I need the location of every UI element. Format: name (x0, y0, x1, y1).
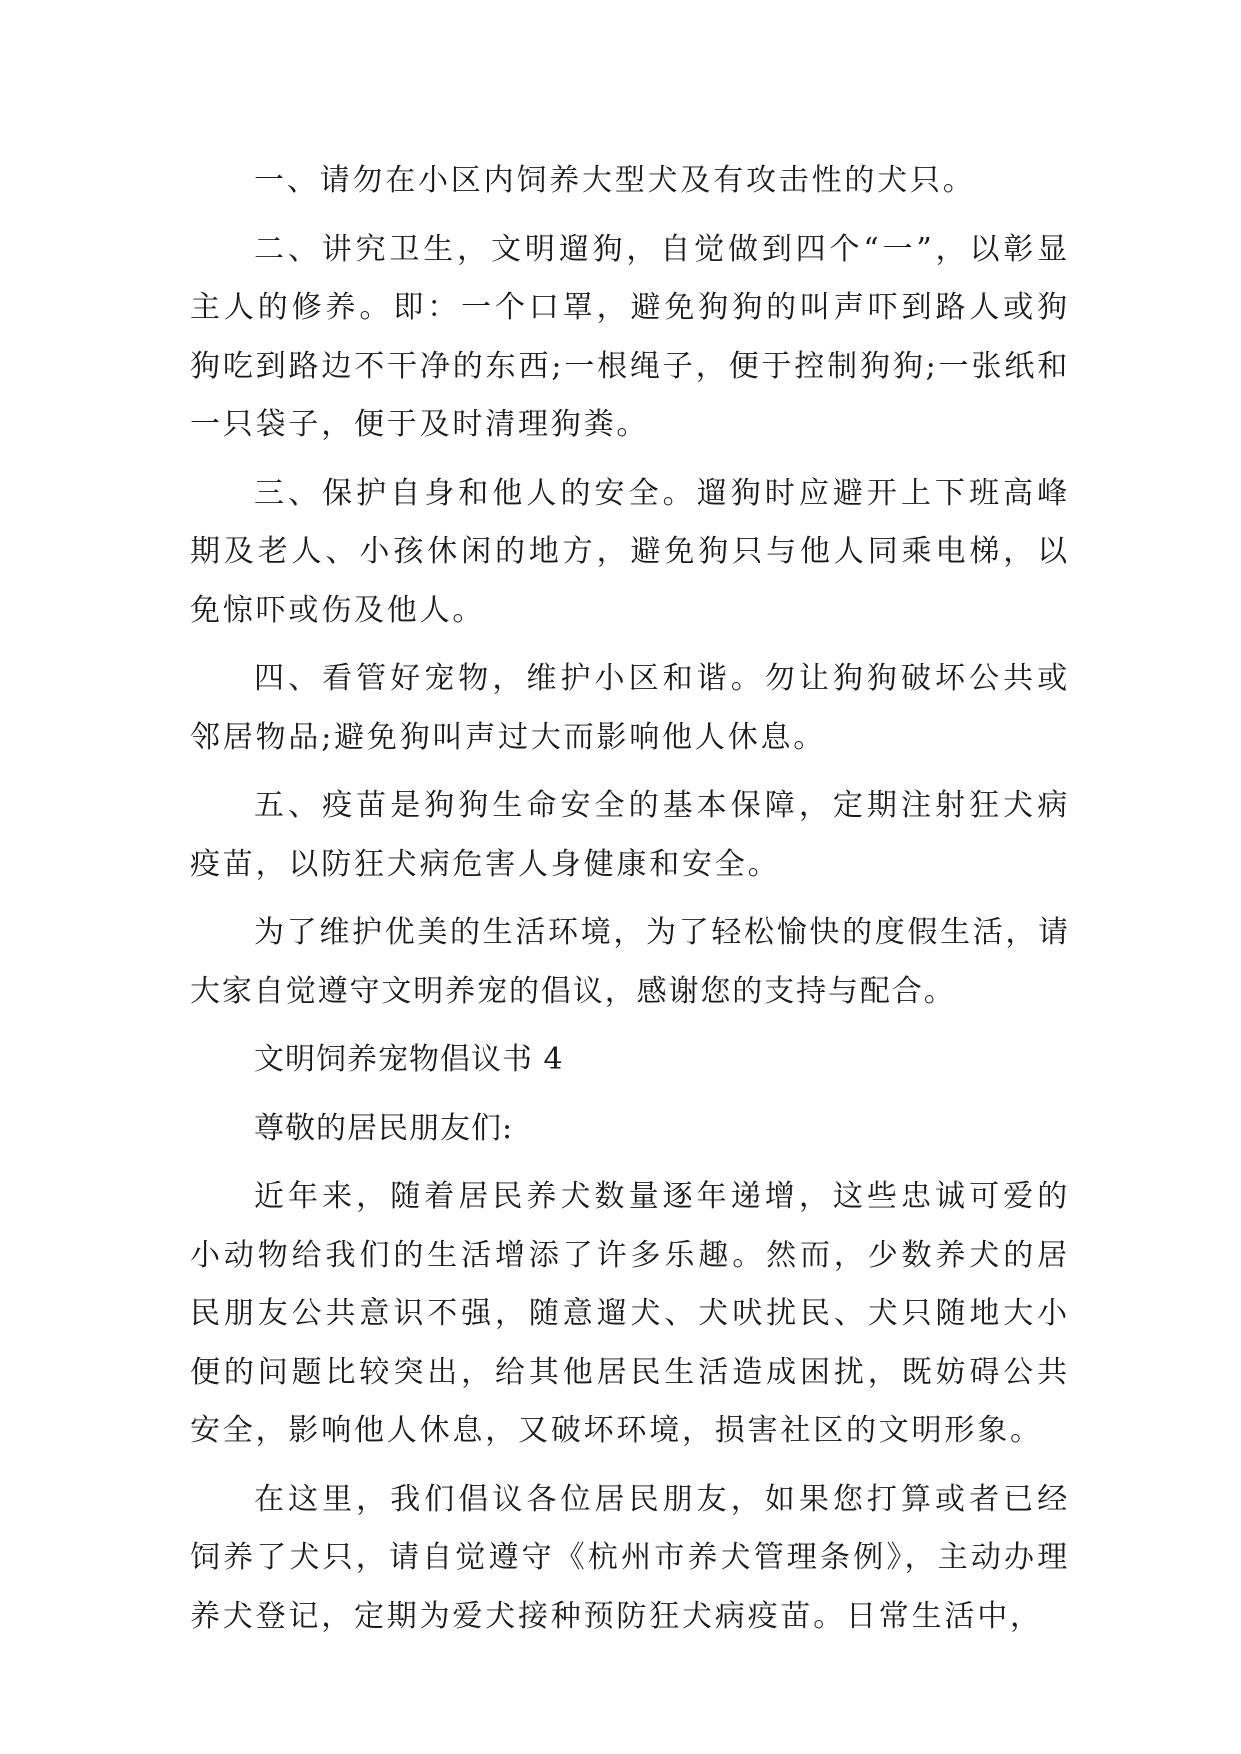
paragraph-rule-1: 一、请勿在小区内饲养大型犬及有攻击性的犬只。 (254, 163, 976, 198)
paragraph-rule-2: 二、讲究卫生，文明遛狗，自觉做到四个“一”，以彰显主人的修养。即：一个口罩，避免狗狗的叫声吓到路人或狗狗吃到路边不干净的东西;一根绳子，便于控制狗狗;一张纸和一只袋子，便于及时清理狗粪。 (190, 231, 1070, 442)
paragraph-rule-3: 三、保护自身和他人的安全。遛狗时应避开上下班高峰期及老人、小孩休闲的地方，避免狗只与他人同乘电梯，以免惊吓或伤及他人。 (190, 475, 1070, 628)
paragraph-closing: 为了维护优美的生活环境，为了轻松愉快的度假生活，请大家自觉遵守文明养宠的倡议，感谢您的支持与配合。 (190, 915, 1070, 1009)
salutation: 尊敬的居民朋友们: (254, 1110, 514, 1146)
paragraph-rule-5: 五、疫苗是狗狗生命安全的基本保障，定期注射狂犬病疫苗，以防狂犬病危害人身健康和安全。 (190, 788, 1070, 882)
paragraph-appeal: 在这里，我们倡议各位居民朋友，如果您打算或者已经饲养了犬只，请自觉遵守《杭州市养犬管理条例》，主动办理养犬登记，定期为爱犬接种预防狂犬病疫苗。日常生活中， (190, 1481, 1070, 1634)
document-title: 文明饲养宠物倡议书 4 (254, 1042, 564, 1077)
document-body (190, 152, 1070, 1656)
paragraph-rule-4: 四、看管好宠物，维护小区和谐。勿让狗狗破坏公共或邻居物品;避免狗叫声过大而影响他人休息。 (190, 661, 1070, 755)
paragraph-intro: 近年来，随着居民养犬数量逐年递增，这些忠诚可爱的小动物给我们的生活增添了许多乐趣。然而，少数养犬的居民朋友公共意识不强，随意遛犬、犬吠扰民、犬只随地大小便的问题比较突出，给其他居民生活造成困扰，既妨碍公共安全，影响他人休息，又破坏环境，损害社区的文明形象。 (190, 1179, 1070, 1448)
